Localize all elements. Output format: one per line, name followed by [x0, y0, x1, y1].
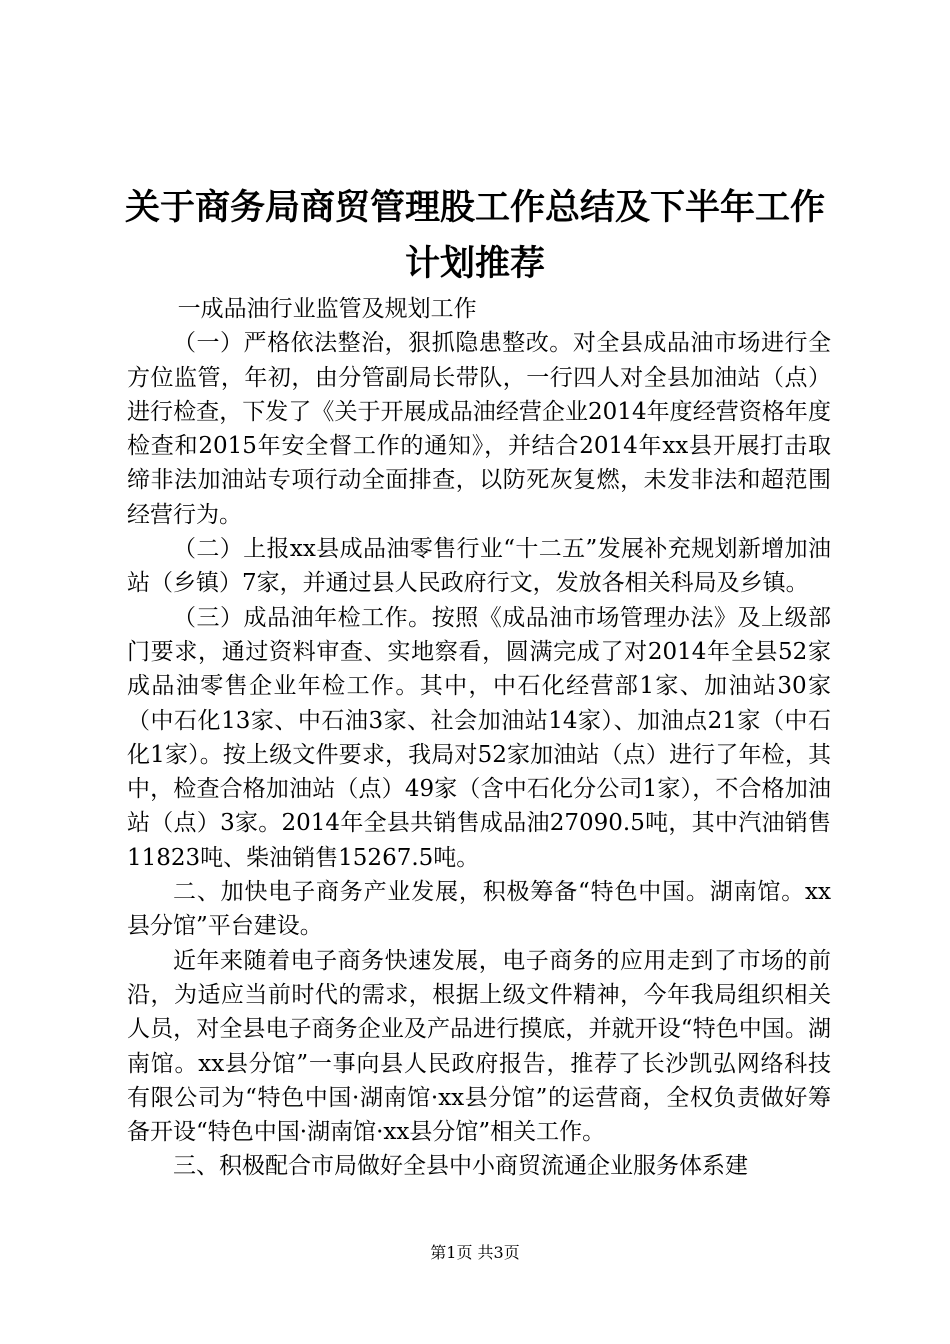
title-line-1: 关于商务局商贸管理股工作总结及下半年工作: [124, 188, 825, 228]
paragraph-3: （三）成品油年检工作。按照《成品油市场管理办法》及上级部门要求，通过资料审查、实地察看，圆满完成了对2014年全县52家成品油零售企业年检工作。其中，中石化经营部1家、加油站30家（中石化13家、中石油3家、社会加油站14家）、加油点21家（中石化1家）。按上级文件要求，我局对52家加油站（点）进行了年检，其中，检查合格加油站（点）49家（含中石化分公司1家），不合格加油站（点）3家。2014年全县共销售成品油27090.5吨，其中汽油销售11823吨、柴油销售15267.5吨。: [127, 604, 831, 871]
page-number-footer: 第1页 共3页: [430, 1243, 520, 1262]
title-line-2: 计划推荐: [404, 244, 545, 284]
document-title: [100, 180, 850, 292]
paragraph-1: （一）严格依法整治，狠抓隐患整改。对全县成品油市场进行全方位监管，年初，由分管副局长带队，一行四人对全县加油站（点）进行检查，下发了《关于开展成品油经营企业2014年度经营资格年度检查和2015年安全督工作的通知》，并结合2014年xx县开展打击取缔非法加油站专项行动全面排查，以防死灰复燃，未发非法和超范围经营行为。: [127, 330, 831, 528]
section-heading-3: 三、积极配合市局做好全县中小商贸流通企业服务体系建: [173, 1153, 748, 1180]
section-heading-1: 一成品油行业监管及规划工作: [177, 296, 477, 322]
paragraph-4: 近年来随着电子商务快速发展，电子商务的应用走到了市场的前沿，为适应当前时代的需求，根据上级文件精神，今年我局组织相关人员，对全县电子商务企业及产品进行摸底，并就开设“特色中国。湖南馆。xx县分馆”一事向县人民政府报告，推荐了长沙凯弘网络科技有限公司为“特色中国·湖南馆·xx县分馆”的运营商，全权负责做好筹备开设“特色中国·湖南馆·xx县分馆”相关工作。: [127, 947, 831, 1146]
paragraph-2: （二）上报xx县成品油零售行业“十二五”发展补充规划新增加油站（乡镇）7家，并通过县人民政府行文，发放各相关科局及乡镇。: [127, 536, 831, 597]
section-heading-2: 二、加快电子商务产业发展，积极筹备“特色中国。湖南馆。xx县分馆”平台建设。: [127, 879, 831, 940]
document-body: [127, 292, 831, 1184]
